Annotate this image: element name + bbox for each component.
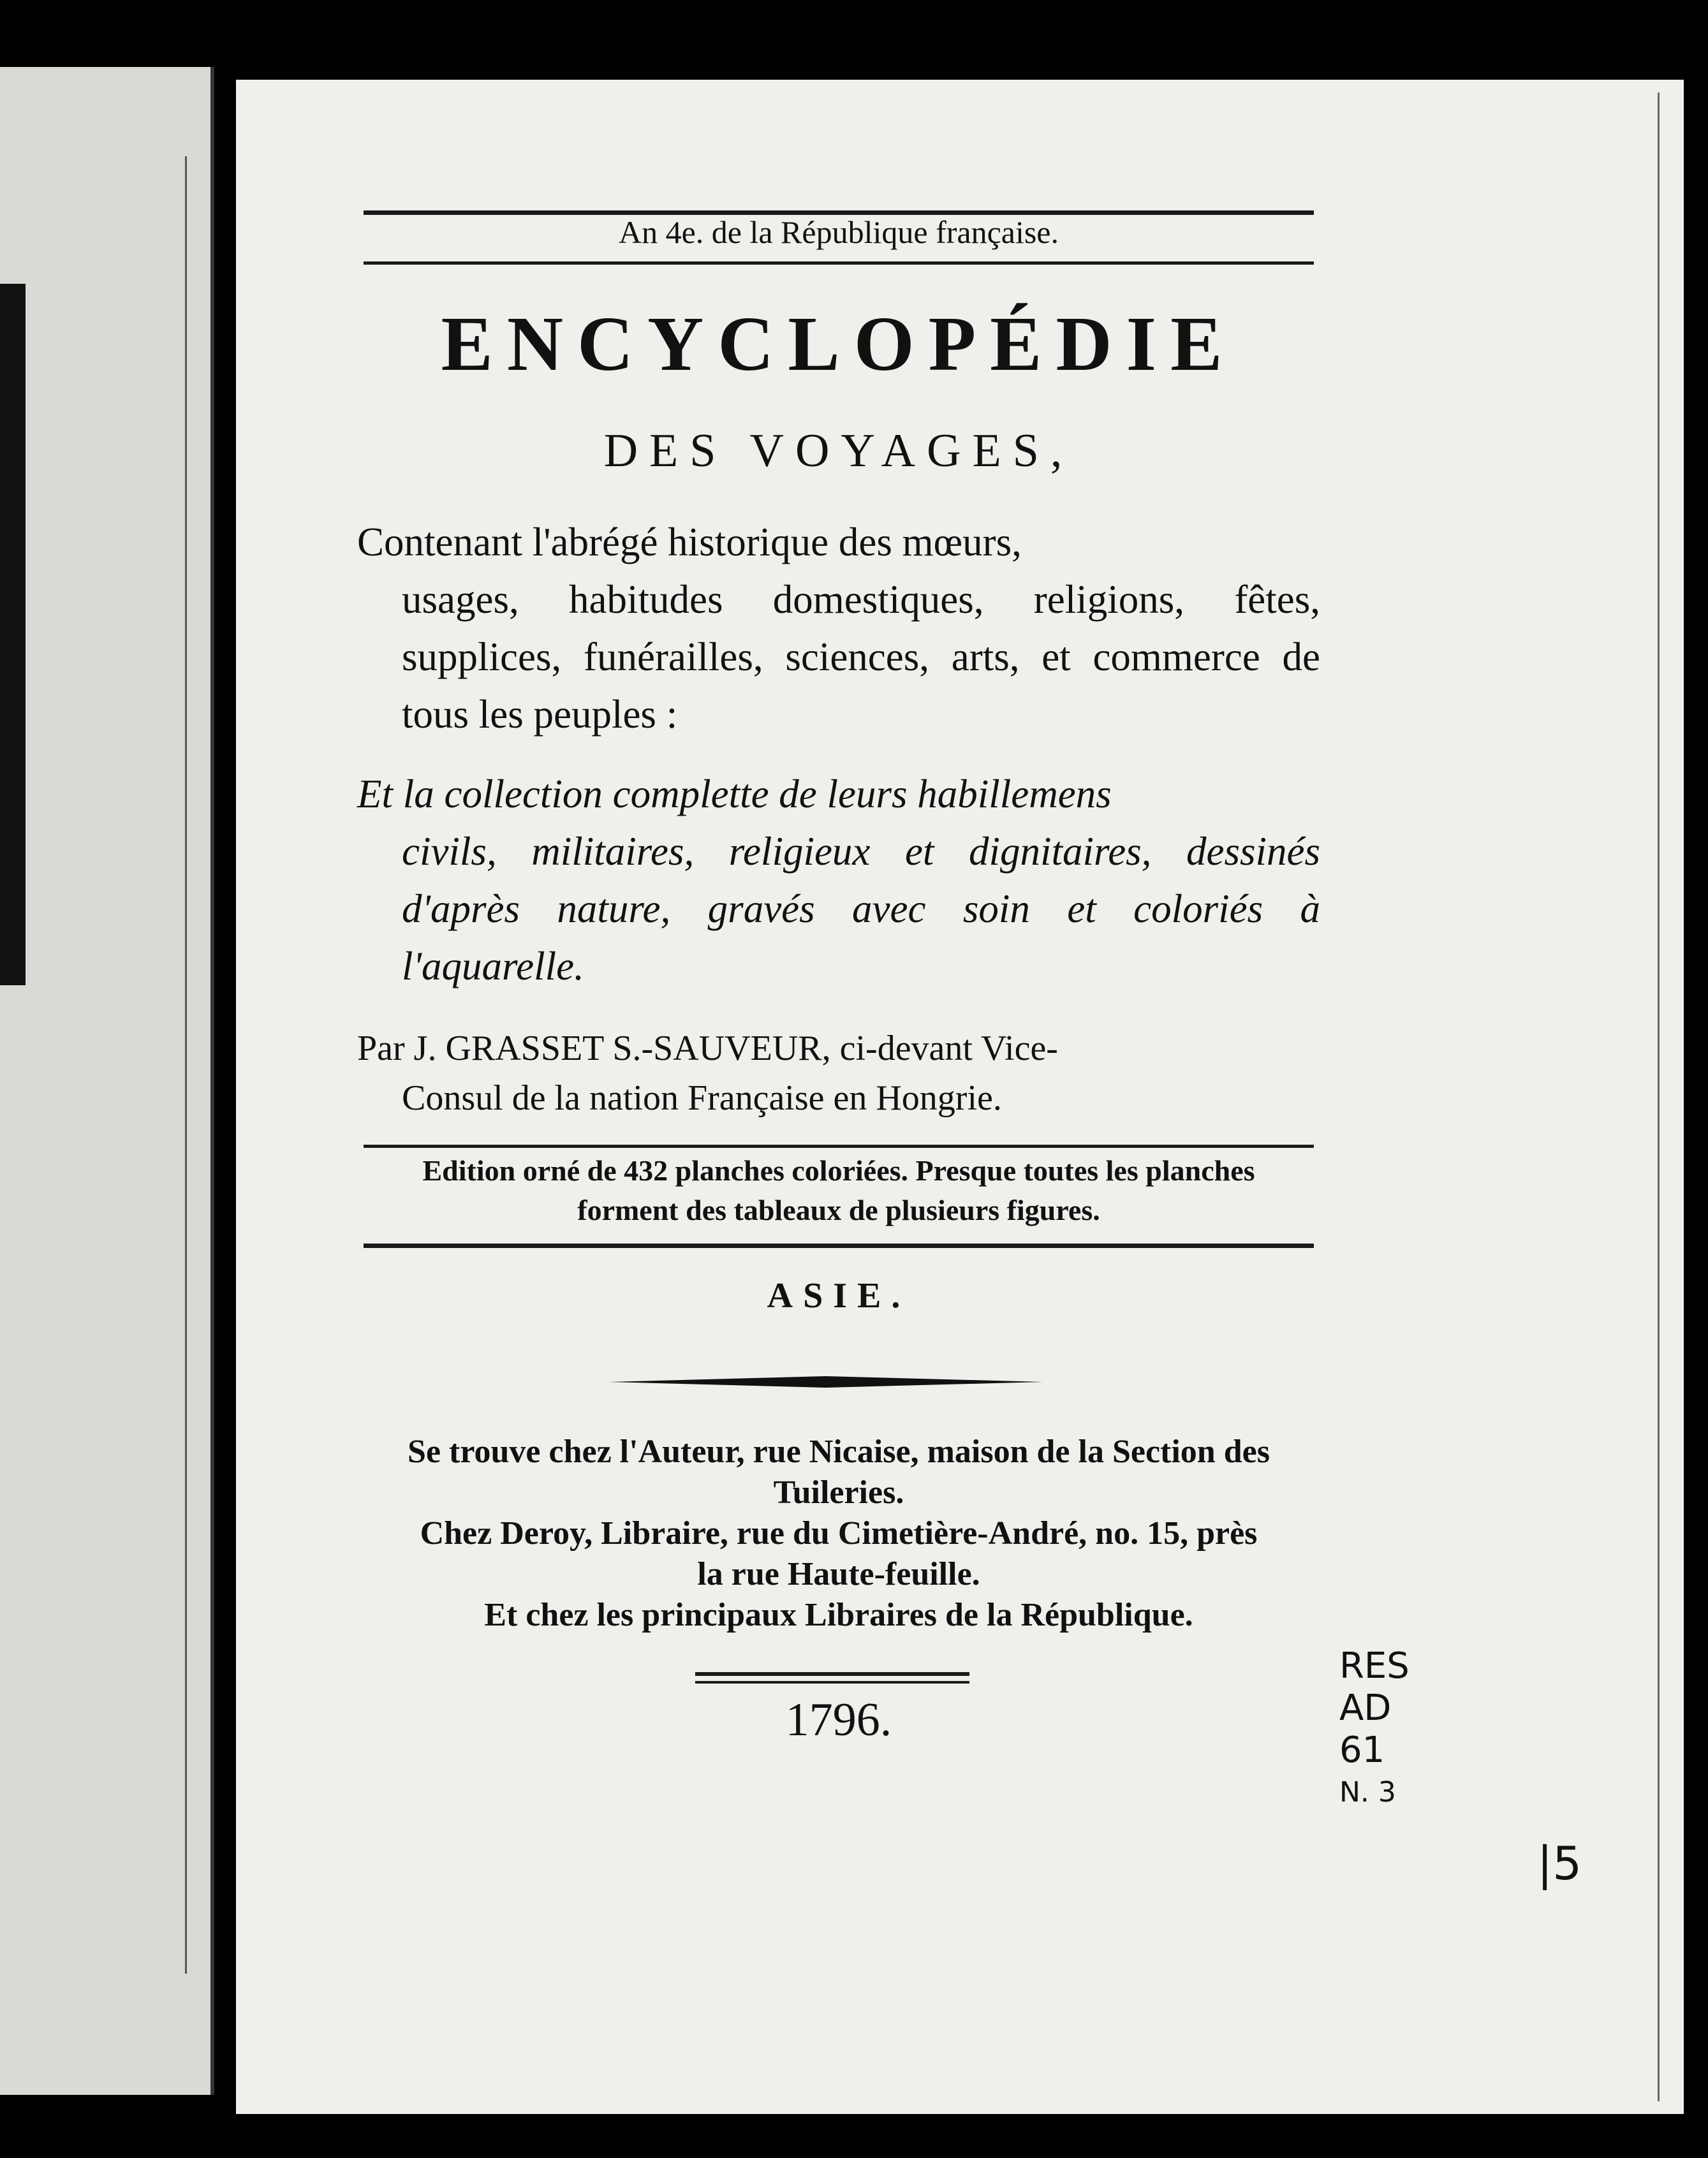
double-rule-top <box>695 1672 969 1676</box>
collection-paragraph <box>357 765 1320 995</box>
publisher-line-4: la rue Haute-feuille. <box>697 1556 980 1592</box>
margin-mark: |5 <box>1537 1837 1582 1890</box>
republic-line: An 4e. de la République française. <box>618 214 1059 250</box>
shelfmark-line-3: 61 <box>1339 1729 1385 1771</box>
collection-rest: civils, militaires, religieux et dignitaires, dessinés d'après nature, gravés avec soin et coloriés à l'aquarelle. <box>402 829 1320 988</box>
shelfmark-line-2: AD <box>1339 1687 1392 1729</box>
shelfmark-line-4: N. 3 <box>1339 1776 1396 1809</box>
facing-page-shadow <box>0 284 26 985</box>
ornamental-taper-rule <box>609 1376 1043 1388</box>
author-rest: Consul de la nation Française en Hongrie. <box>402 1078 1002 1118</box>
double-rule-bottom <box>695 1681 969 1684</box>
publisher-block <box>357 1432 1320 1636</box>
edition-line-1: Edition orné de 432 planches coloriées. Presque toutes les planches <box>422 1154 1255 1187</box>
page-edge <box>1658 92 1660 2101</box>
edition-line-2: forment des tableaux de plusieurs figures. <box>577 1194 1100 1226</box>
publisher-line-3: Chez Deroy, Libraire, rue du Cimetière-André, no. 15, près <box>420 1515 1258 1552</box>
publisher-line-5: Et chez les principaux Libraires de la République. <box>484 1597 1193 1633</box>
header-rule <box>364 261 1314 265</box>
edition-top-rule <box>364 1145 1314 1148</box>
facing-page-border <box>0 156 187 1974</box>
shelfmark-line-1: RES <box>1339 1645 1410 1687</box>
contents-first-line: Contenant l'abrégé historique des mœurs, <box>357 520 1022 564</box>
author-first-line: Par J. GRASSET S.-SAUVEUR, ci-devant Vice- <box>357 1029 1058 1068</box>
subtitle: DES VOYAGES, <box>603 425 1074 477</box>
volume-title: ASIE. <box>767 1276 911 1316</box>
collection-first-line: Et la collection complette de leurs habillemens <box>357 772 1112 816</box>
contents-paragraph <box>357 513 1320 743</box>
author-paragraph <box>357 1024 1320 1123</box>
facing-page <box>0 67 214 2095</box>
publication-year: 1796. <box>785 1694 892 1746</box>
edition-bottom-rule <box>364 1244 1314 1248</box>
publisher-line-1: Se trouve chez l'Auteur, rue Nicaise, maison de la Section des <box>408 1434 1270 1470</box>
publisher-line-2: Tuileries. <box>773 1474 904 1511</box>
library-shelfmark <box>1339 1645 1410 1814</box>
edition-note <box>357 1151 1320 1230</box>
contents-rest: usages, habitudes domestiques, religions, fêtes, supplices, funérailles, sciences, arts, et commerce de tous les peuples : <box>402 577 1320 737</box>
main-title: ENCYCLOPÉDIE <box>441 301 1237 387</box>
